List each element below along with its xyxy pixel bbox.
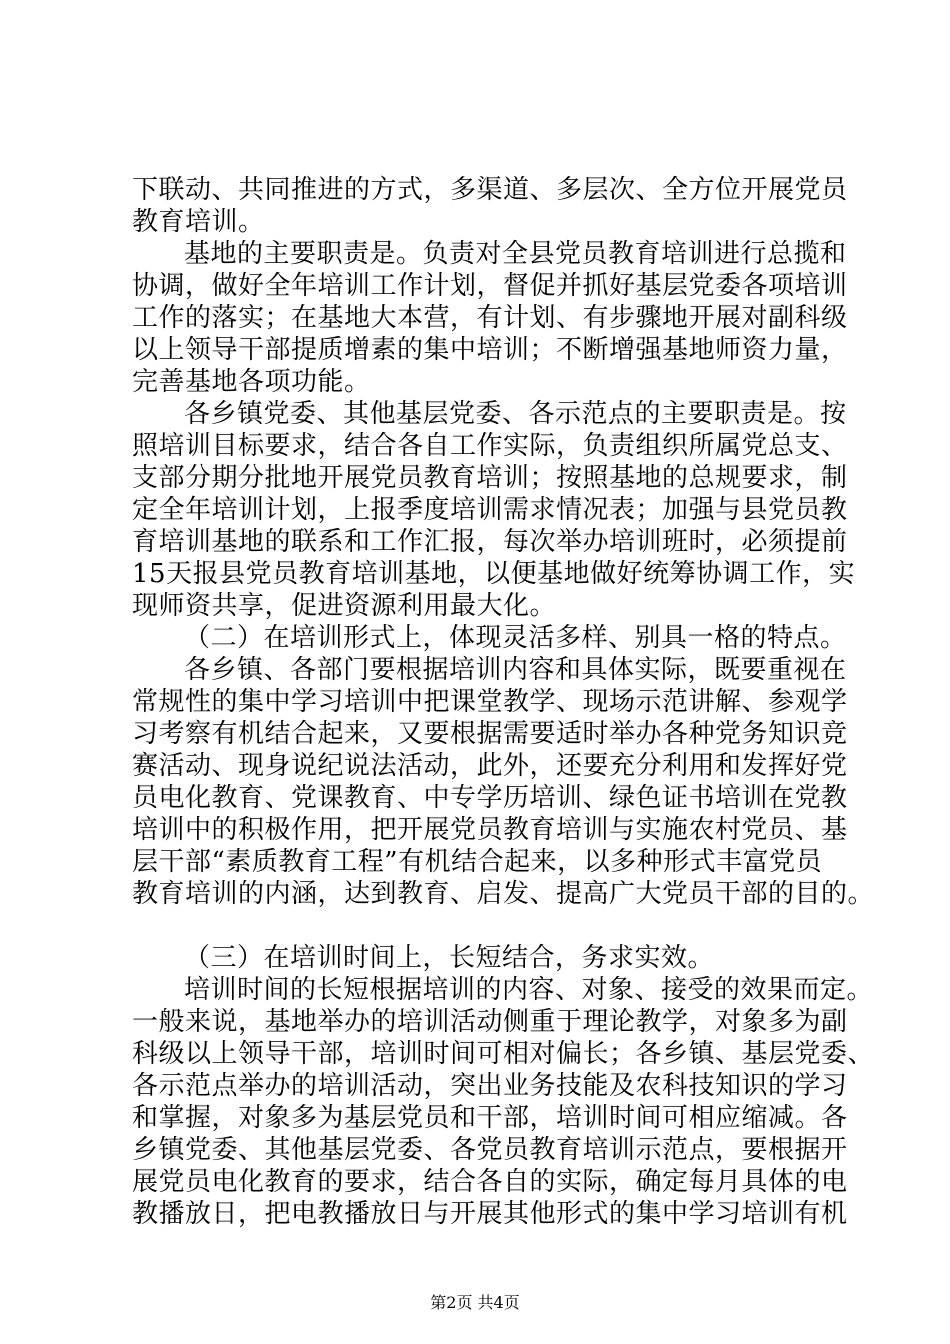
text-line: 协调，做好全年培训工作计划，督促并抓好基层党委各项培训: [132, 271, 848, 301]
paragraph-start-line: 基地的主要职责是。负责对全县党员教育培训进行总揽和: [184, 239, 847, 269]
text-line: 培训中的积极作用，把开展党员教育培训与实施农村党员、基: [132, 815, 848, 845]
paragraph-start-line: 各乡镇、各部门要根据培训内容和具体实际，既要重视在: [184, 655, 847, 685]
text-line: 科级以上领导干部，培训时间可相对偏长；各乡镇、基层党委、: [132, 1039, 875, 1069]
text-line: 以上领导干部提质增素的集中培训；不断增强基地师资力量，: [132, 335, 848, 365]
text-line: 支部分期分批地开展党员教育培训；按照基地的总规要求，制: [132, 463, 848, 493]
text-line: 现师资共享，促进资源利用最大化。: [132, 591, 557, 621]
paragraph-start-line: 各乡镇党委、其他基层党委、各示范点的主要职责是。按: [184, 399, 847, 429]
section-heading: （二）在培训形式上，体现灵活多样、别具一格的特点。: [184, 623, 847, 653]
text-line: 教育培训的内涵，达到教育、启发、提高广大党员干部的目的。: [132, 879, 875, 909]
text-line: 各示范点举办的培训活动，突出业务技能及农科技知识的学习: [132, 1071, 848, 1101]
text-line: 乡镇党委、其他基层党委、各党员教育培训示范点，要根据开: [132, 1135, 848, 1165]
text-line: 下联动、共同推进的方式，多渠道、多层次、全方位开展党员: [132, 175, 848, 205]
text-line: 照培训目标要求，结合各自工作实际，负责组织所属党总支、: [132, 431, 848, 461]
text-line: 层干部“素质教育工程”有机结合起来，以多种形式丰富党员: [132, 847, 823, 877]
text-line: 一般来说，基地举办的培训活动侧重于理论教学，对象多为副: [132, 1007, 848, 1037]
text-line: 教播放日，把电教播放日与开展其他形式的集中学习培训有机: [132, 1199, 848, 1229]
paragraph-start-line: 培训时间的长短根据培训的内容、对象、接受的效果而定。: [184, 975, 874, 1005]
text-line: 教育培训。: [132, 207, 265, 237]
text-line: 完善基地各项功能。: [132, 367, 371, 397]
text-line: 15天报县党员教育培训基地，以便基地做好统筹协调工作，实: [132, 559, 856, 589]
text-line: 习考察有机结合起来，又要根据需要适时举办各种党务知识竞: [132, 719, 848, 749]
text-line: 和掌握，对象多为基层党员和干部，培训时间可相应缩减。各: [132, 1103, 848, 1133]
text-line: 展党员电化教育的要求，结合各自的实际，确定每月具体的电: [132, 1167, 848, 1197]
text-line: 常规性的集中学习培训中把课堂教学、现场示范讲解、参观学: [132, 687, 848, 717]
text-line: 定全年培训计划，上报季度培训需求情况表；加强与县党员教: [132, 495, 848, 525]
text-line: 育培训基地的联系和工作汇报，每次举办培训班时，必须提前: [132, 527, 848, 557]
text-line: 工作的落实；在基地大本营，有计划、有步骤地开展对副科级: [132, 303, 848, 333]
text-line: 赛活动、现身说纪说法活动，此外，还要充分利用和发挥好党: [132, 751, 848, 781]
page-number-footer: 第2页 共4页: [430, 1293, 520, 1312]
text-line: 员电化教育、党课教育、中专学历培训、绿色证书培训在党教: [132, 783, 848, 813]
section-heading: （三）在培训时间上，长短结合，务求实效。: [184, 943, 715, 973]
